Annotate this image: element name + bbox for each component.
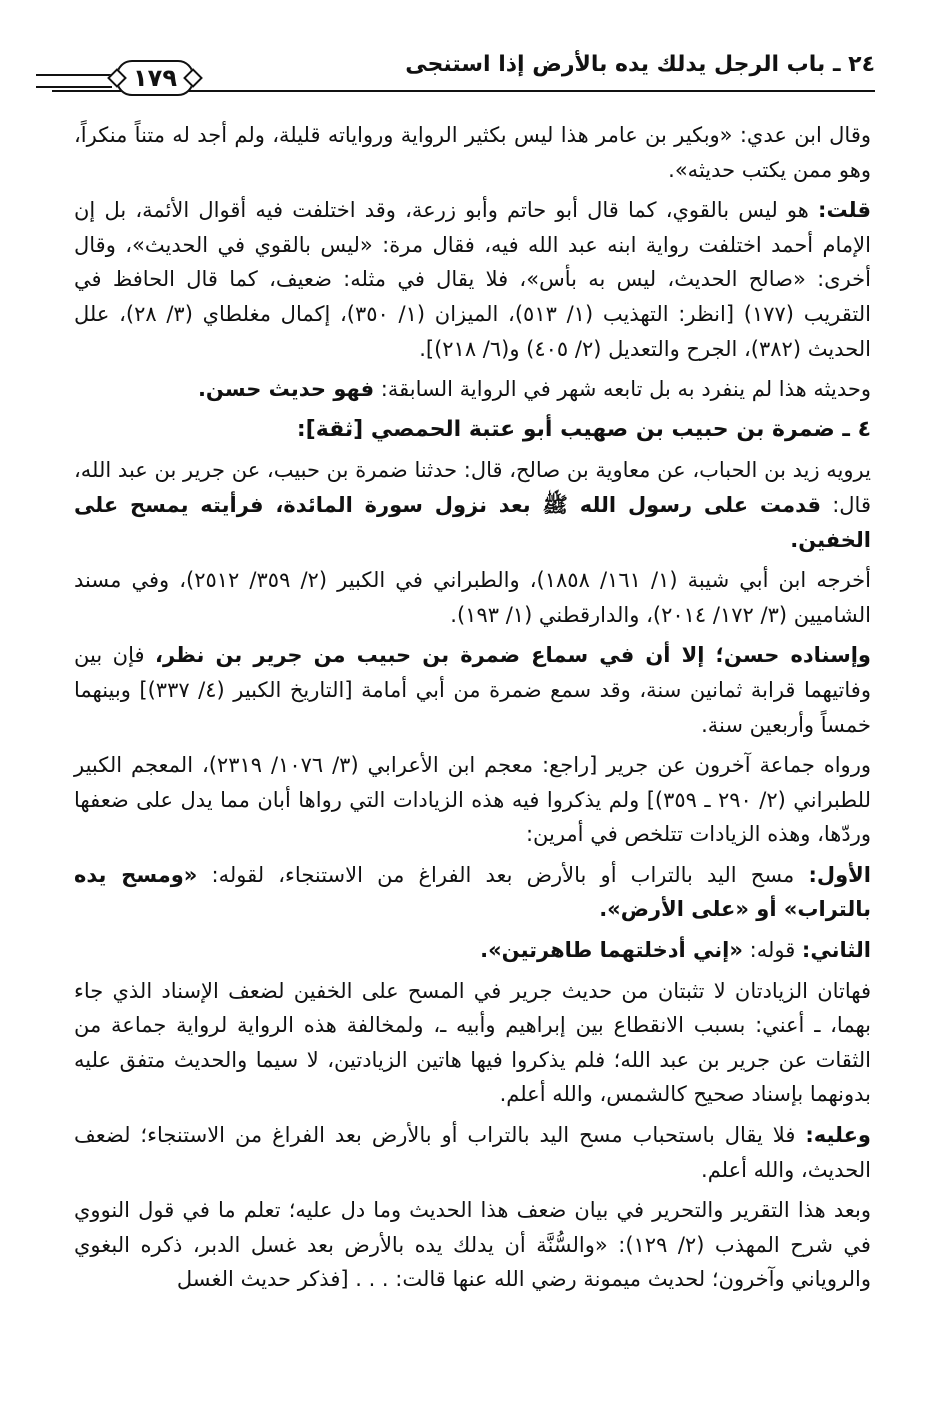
paragraph-10 — [74, 933, 871, 968]
paragraph-6 — [74, 563, 871, 632]
paragraph-13 — [74, 1193, 871, 1297]
paragraph-2 — [74, 193, 871, 366]
paragraph-lead: وعليه: — [805, 1123, 871, 1148]
paragraph-9 — [74, 858, 871, 927]
paragraph-11 — [74, 974, 871, 1112]
paragraph-lead: الأول: — [808, 862, 871, 887]
paragraph-text: يرويه زيد بن الحباب، عن معاوية بن صالح، قال: حدثنا ضمرة بن حبيب، عن جرير بن عبد الله، قال: — [74, 458, 871, 517]
paragraph-text: مسح اليد بالتراب أو بالأرض بعد الفراغ من الاستنجاء، لقوله: — [197, 862, 809, 887]
paragraph-7 — [74, 638, 871, 742]
paragraph-bold: فهو حديث حسن. — [197, 377, 375, 402]
header-double-rule — [36, 74, 112, 88]
paragraph-text: وقال ابن عدي: «وبكير بن عامر هذا ليس بكثير الرواية ورواياته قليلة، ولم أجد له متناً منكراً، وهو ممن يكتب حديثه». — [74, 123, 871, 182]
paragraph-text: وبعد هذا التقرير والتحرير في بيان ضعف هذا الحديث وما دل عليه؛ تعلم ما في قول النووي في شرح المهذب (٢/ ١٢٩): «والسُّنَّة أن يدلك يده بالأرض بعد غسل الدبر، ذكره البغوي والروياني وآخرون؛ لحديث ميمونة رضي الله عنها قالت: . . . [فذكر حديث الغسل — [74, 1198, 871, 1292]
page-body — [74, 118, 871, 1297]
paragraph-text: قوله: — [742, 938, 802, 963]
narrator-heading: ٤ ـ ضمرة بن حبيب بن صهيب أبو عتبة الحمصي [ثقة]: — [296, 416, 871, 442]
paragraph-text: فإن بين وفاتيهما قرابة ثمانين سنة، وقد سمع ضمرة من أبي أمامة [التاريخ الكبير (٤/ ٣٣٧)] وبينهما خمساً وأربعين سنة. — [74, 643, 871, 737]
paragraph-12 — [74, 1118, 871, 1187]
paragraph-5 — [74, 453, 871, 557]
paragraph-lead: الثاني: — [801, 938, 871, 963]
paragraph-bold: «إني أدخلتهما طاهرتين». — [480, 938, 743, 963]
paragraph-text: فهاتان الزيادتان لا تثبتان من حديث جرير في المسح على الخفين لضعف الإسناد الذي جاء بهما، ـ أعني: بسبب الانقطاع بين إبراهيم وأبيه ـ، ولمخالفة هذه الرواية لرواية جماعة من الثقات عن جرير بن عبد الله؛ فلم يذكروا فيها هاتين الزيادتين، لا سيما والحديث متفق عليه بدونهما بإسناد صحيح كالشمس، والله أعلم. — [74, 978, 871, 1107]
paragraph-text: هو ليس بالقوي، كما قال أبو حاتم وأبو زرعة، وقد اختلفت فيه أقوال الأئمة، بل إن الإمام أحمد اختلفت رواية ابنه عبد الله فيه، فقال مرة: «ليس بالقوي في الحديث»، وقال أخرى: «صالح الحديث، ليس به بأس»، فلا يقال في مثله: ضعيف، كما قال الحافظ في التقريب (١٧٧) [انظر: التهذيب (١/ ٥١٣)، الميزان (١/ ٣٥٠)، إكمال مغلطاي (٣/ ٢٨)، علل الحديث (٣٨٢)، الجرح والتعديل (٢/ ٤٠٥) و(٦/ ٢١٨)]. — [74, 198, 871, 361]
paragraph-3 — [74, 372, 871, 407]
page-number: ١٧٩ — [116, 60, 194, 96]
paragraph-text: وحديثه هذا لم ينفرد به بل تابعه شهر في الرواية السابقة: — [374, 377, 871, 402]
paragraph-lead: قلت: — [818, 198, 871, 223]
paragraph-bold: «ومسح يده بالتراب» أو «على الأرض». — [74, 862, 871, 922]
paragraph-text: ورواه جماعة آخرون عن جرير [راجع: معجم ابن الأعرابي (٣/ ١٠٧٦/ ٢٣١٩)، المعجم الكبير للطبراني (٢/ ٢٩٠ ـ ٣٥٩)] ولم يذكروا فيه هذه الزيادات التي رواها أبان مما يدل على ضعفها وردّها، وهذه الزيادات تتلخص في أمرين: — [74, 753, 871, 847]
paragraph-1 — [74, 118, 871, 187]
paragraph-bold: وإسناده حسن؛ إلا أن في سماع ضمرة بن حبيب من جرير بن نظر، — [155, 643, 871, 668]
chapter-title: ٢٤ ـ باب الرجل يدلك يده بالأرض إذا استنجى — [405, 52, 875, 77]
paragraph-8 — [74, 748, 871, 852]
paragraph-text: أخرجه ابن أبي شيبة (١/ ١٦١/ ١٨٥٨)، والطبراني في الكبير (٢/ ٣٥٩/ ٢٥١٢)، وفي مسند الشاميين (٣/ ١٧٢/ ٢٠١٤)، والدارقطني (١/ ١٩٣). — [74, 568, 871, 627]
paragraph-bold: قدمت على رسول الله ﷺ بعد نزول سورة المائدة، فرأيته يمسح على الخفين. — [74, 492, 871, 552]
paragraph-text: فلا يقال باستحباب مسح اليد بالتراب أو بالأرض بعد الفراغ من الاستنجاء؛ لضعف الحديث، والله أعلم. — [74, 1123, 871, 1182]
